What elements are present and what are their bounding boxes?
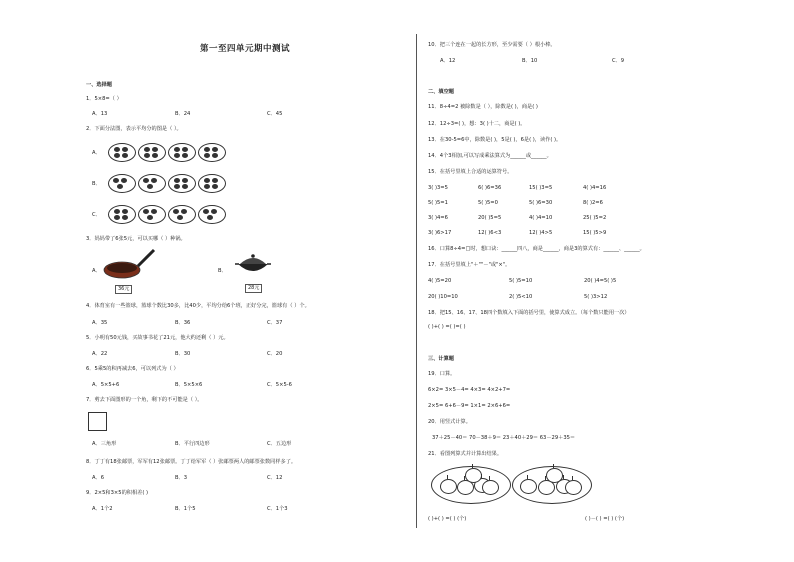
q6-option-b[interactable]: B．5×5×6 <box>175 382 203 388</box>
q17-cell[interactable]: 20( )4=5( )5 <box>584 278 617 284</box>
q2-option-c[interactable]: C． <box>92 212 101 218</box>
page-title: 第一至四单元期中测试 <box>200 44 291 54</box>
q17-cell[interactable]: 5( )5=10 <box>509 278 533 284</box>
q17-cell[interactable]: 2( )5<10 <box>509 294 533 300</box>
q7-option-a[interactable]: A．三角形 <box>92 441 117 447</box>
q6-option-c[interactable]: C．5×5-6 <box>267 382 292 388</box>
q14-text: 14．4个3相加,可以写成乘法算式为______或______。 <box>428 153 552 159</box>
q5-option-c[interactable]: C．20 <box>267 351 283 357</box>
q2-option-a[interactable]: A． <box>92 150 101 156</box>
q18-text: 18．把15、16、17、18四个数填入下面的括号里，使算式成立。（每个数只能用一次） <box>428 310 630 316</box>
q1-option-b[interactable]: B．24 <box>175 111 191 117</box>
q15-cell[interactable]: 5( )5=1 <box>428 200 448 206</box>
q20-row: 37＋25－40＝ 70－38＋9＝ 23＋40＋29＝ 63－29＋35＝ <box>432 435 576 441</box>
q10-option-a[interactable]: A．12 <box>440 58 456 64</box>
q19-row-1: 6×2= 3×5－4= 4×3= 4×2+7= <box>428 387 511 393</box>
q12-text: 12．12÷3=( )，想：3( )十二，商是( )。 <box>428 121 526 127</box>
q9-option-a[interactable]: A．1个2 <box>92 506 113 512</box>
q6-stem: 6．5乘5的积再减去6，可以列式为（ ） <box>86 366 179 372</box>
q7-stem: 7．剪去下面图形的一个角，剩下的不可能是（ ）。 <box>86 397 203 403</box>
section-choice: 一、选择题 <box>86 82 112 88</box>
q9-stem: 9．2×5和3×5的积相差( ) <box>86 490 149 496</box>
column-divider <box>416 34 417 528</box>
q1-option-a[interactable]: A．13 <box>92 111 108 117</box>
section-fill: 二、填空题 <box>428 89 454 95</box>
q15-cell[interactable]: 3( )6>17 <box>428 230 452 236</box>
q15-cell[interactable]: 25( )5=2 <box>583 215 607 221</box>
q15-cell[interactable]: 20( )5=5 <box>478 215 502 221</box>
q4-option-a[interactable]: A．35 <box>92 320 108 326</box>
q15-cell[interactable]: 6( )6=36 <box>478 185 502 191</box>
square-shape <box>88 412 107 431</box>
q15-cell[interactable]: 3( )3=5 <box>428 185 448 191</box>
q17-cell[interactable]: 5( )3>12 <box>584 294 608 300</box>
q5-option-a[interactable]: A．22 <box>92 351 108 357</box>
q15-cell[interactable]: 5( )6=30 <box>529 200 553 206</box>
q10-option-c[interactable]: C．9 <box>612 58 625 64</box>
q20-text: 20．用竖式计算。 <box>428 419 471 425</box>
q21-equation-b[interactable]: ( )－( ) =( ) (个) <box>585 516 625 522</box>
q15-cell[interactable]: 8( )2=6 <box>583 200 603 206</box>
q10-stem: 10．把三个连在一起的长方形，至少需要（ ）根小棒。 <box>428 42 556 48</box>
price-tag-a: 36元 <box>115 285 132 294</box>
q17-cell[interactable]: 20( )10=10 <box>428 294 458 300</box>
q15-text: 15．在括号里填上合适的运算符号。 <box>428 169 513 175</box>
q18-equation[interactable]: ( )+( ) =( )=( ) <box>428 324 466 330</box>
q3-option-a[interactable]: A． <box>92 268 101 274</box>
q17-text: 17．在括号里填上"＋""－"或"×"。 <box>428 262 511 268</box>
price-tag-b: 28元 <box>245 284 262 293</box>
q15-cell[interactable]: 5( )5=0 <box>478 200 498 206</box>
q6-option-a[interactable]: A．5×5+6 <box>92 382 120 388</box>
q5-option-b[interactable]: B．30 <box>175 351 191 357</box>
q8-option-a[interactable]: A．6 <box>92 475 105 481</box>
q19-row-2: 2×5= 6+6－9= 1×1= 2×6+6= <box>428 403 511 409</box>
q9-option-c[interactable]: C．1个3 <box>267 506 288 512</box>
q15-cell[interactable]: 15( )3=5 <box>529 185 553 191</box>
section-calc: 三、计算题 <box>428 356 454 362</box>
q2-option-b[interactable]: B． <box>92 181 101 187</box>
frying-pan-icon <box>102 246 158 286</box>
q11-text: 11．8÷4=2 被除数是（ ），除数是( )，商是( ) <box>428 104 538 110</box>
q3-stem: 3．妈妈带了6张5元，可以买哪（ ）种锅。 <box>86 236 186 242</box>
q8-option-b[interactable]: B．3 <box>175 475 188 481</box>
q21-text: 21．看图列算式并计算出结果。 <box>428 451 503 457</box>
q15-cell[interactable]: 12( )4>5 <box>529 230 553 236</box>
q16-text: 16．口算8÷4=□时，想口诀：______四八，商是______，商是3的算式有：______、______。 <box>428 246 645 252</box>
q13-text: 13．在30-5=6中，除数是( )，5是( )，6是( )，读作( )。 <box>428 137 562 143</box>
q4-stem: 4．体育室有一些篮球，篮球个数比30多，比40少，平均分给6个班，正好分完，篮球有（ ）个。 <box>86 303 310 309</box>
q5-stem: 5．小明有50元钱，买故事书花了21元，他大约还剩（ ）元。 <box>86 335 229 341</box>
q15-cell[interactable]: 4( )4=10 <box>529 215 553 221</box>
q19-text: 19．口算。 <box>428 371 456 377</box>
q15-cell[interactable]: 15( )5>9 <box>583 230 607 236</box>
q1-option-c[interactable]: C．45 <box>267 111 283 117</box>
wok-icon <box>234 250 272 278</box>
q9-option-b[interactable]: B．1个5 <box>175 506 196 512</box>
q15-cell[interactable]: 4( )4=16 <box>583 185 607 191</box>
q4-option-b[interactable]: B．36 <box>175 320 191 326</box>
q21-equation-a[interactable]: ( )+( ) =( ) (个) <box>428 516 467 522</box>
q1-stem: 1．5×8=（ ） <box>86 96 122 102</box>
q4-option-c[interactable]: C．37 <box>267 320 283 326</box>
q3-option-b[interactable]: B． <box>218 268 227 274</box>
q2-stem: 2．下面分法图，表示平均分的图是（ ）。 <box>86 126 182 132</box>
q7-option-b[interactable]: B．平行四边形 <box>175 441 210 447</box>
q10-option-b[interactable]: B．10 <box>522 58 538 64</box>
q8-stem: 8．丁丁有18张邮票，军军有12张邮票。丁丁给军军（ ）张邮票两人的邮票张数同样多了。 <box>86 459 297 465</box>
q15-cell[interactable]: 12( )6<3 <box>478 230 502 236</box>
q7-option-c[interactable]: C．五边形 <box>267 441 292 447</box>
q17-cell[interactable]: 4( )5=20 <box>428 278 452 284</box>
q15-cell[interactable]: 3( )4=6 <box>428 215 448 221</box>
q8-option-c[interactable]: C．12 <box>267 475 283 481</box>
